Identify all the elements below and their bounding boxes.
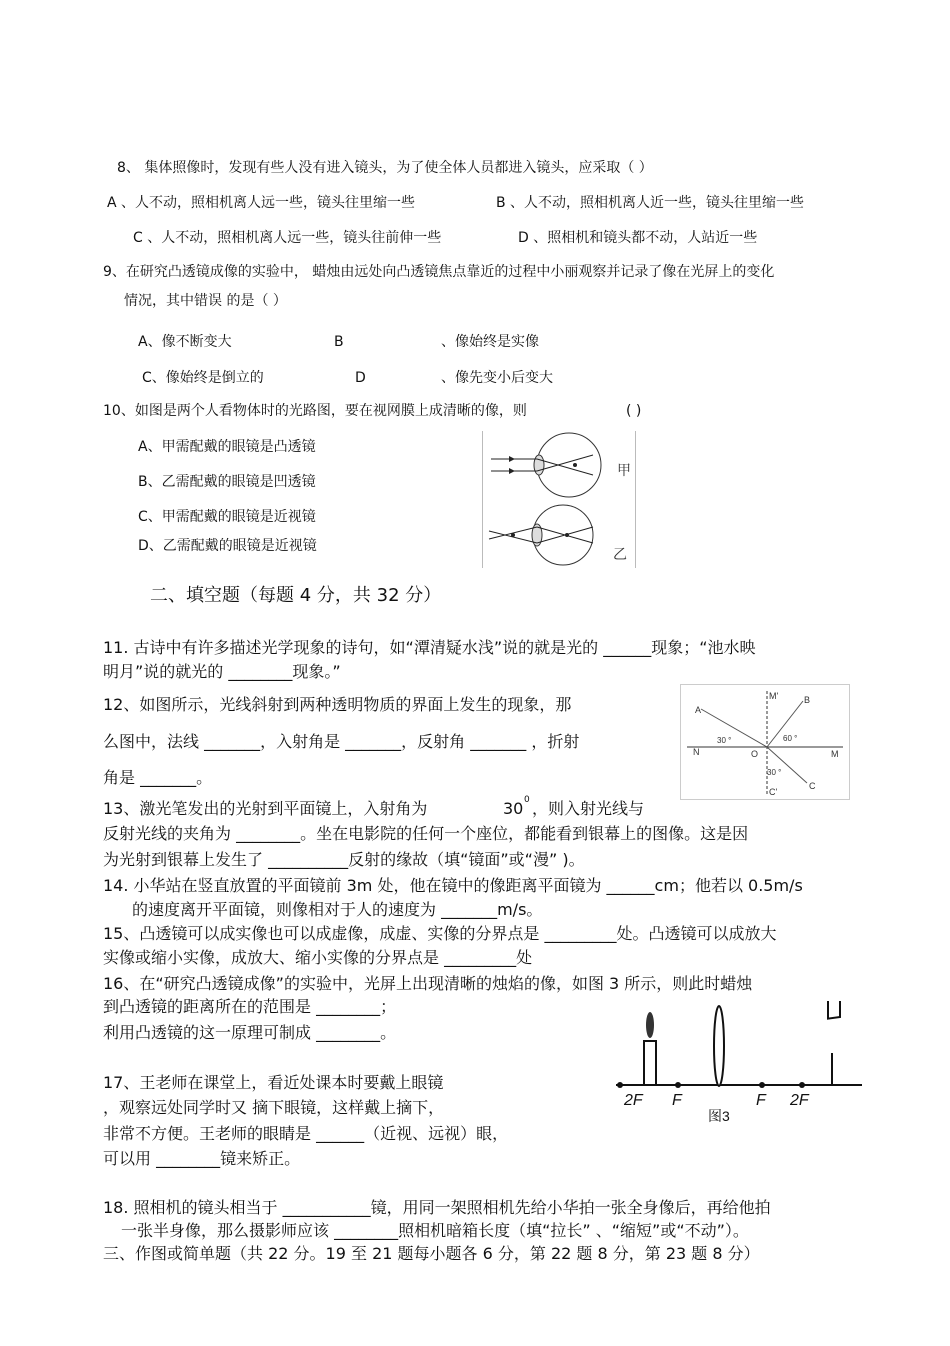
q13-degree-sup: 0 — [524, 795, 530, 805]
q9-option-b-letter: B — [334, 334, 344, 350]
q12-line-2: 么图中，法线 _______，入射角是 _______，反射角 _______ ，折射 — [103, 732, 580, 751]
diagram-angle-2: 60 ° — [783, 734, 798, 743]
q9-option-d-text: 、像先变小后变大 — [441, 370, 553, 386]
bench-label-f-right: F — [756, 1092, 766, 1109]
q15-line-2: 实像或缩小实像，成放大、缩小实像的分界点是 _________处 — [103, 948, 533, 967]
bench-label-f-left: F — [672, 1092, 682, 1109]
diagram-label-n: N — [693, 747, 700, 757]
diagram-label-b: B — [804, 695, 811, 705]
q11-line-2: 明月”说的就光的 ________现象。” — [103, 662, 341, 681]
q17-line-4: 可以用 ________镜来矫正。 — [103, 1149, 301, 1168]
q11-line-1: 11. 古诗中有许多描述光学现象的诗句，如“潭清疑水浅”说的就是光的 ______现象；“池水映 — [103, 638, 756, 657]
eye-label-yi: 乙 — [613, 546, 627, 562]
q10-paren: ( ) — [626, 403, 642, 419]
q16-line-3: 利用凸透镜的这一原理可制成 ________。 — [103, 1023, 397, 1042]
section-3-title: 三、作图或简单题（共 22 分。19 至 21 题每小题各 6 分，第 22 题 8 分，第 23 题 8 分） — [103, 1244, 760, 1263]
q13-line-1a: 13、激光笔发出的光射到平面镜上，入射角为 — [103, 799, 428, 818]
q13-line-1c: ，则入射光线与 — [532, 799, 645, 818]
diagram-label-o: O — [751, 749, 759, 759]
q14-line-1: 14. 小华站在竖直放置的平面镜前 3m 处，他在镜中的像距离平面镜为 ______cm；他若以 0.5m/s — [103, 876, 803, 895]
q17-line-1: 17、王老师在课堂上，看近处课本时要戴上眼镜 — [103, 1073, 444, 1092]
q16-line-1: 16、在“研究凸透镜成像”的实验中，光屏上出现清晰的烛焰的像，如图 3 所示，则此时蜡烛 — [103, 974, 753, 993]
q10-option-a: A、甲需配戴的眼镜是凸透镜 — [138, 439, 316, 455]
q9-option-d-letter: D — [355, 370, 366, 386]
bench-label-2f-right: 2F — [790, 1092, 809, 1109]
q14-line-2: 的速度离开平面镜，则像相对于人的速度为 _______m/s。 — [132, 900, 543, 919]
q10-option-b: B、乙需配戴的眼镜是凹透镜 — [138, 474, 316, 490]
q17-line-3: 非常不方便。王老师的眼睛是 ______（近视、远视）眼， — [103, 1124, 509, 1143]
diagram-angle-3: 30 ° — [767, 768, 782, 777]
refraction-diagram — [680, 684, 850, 800]
q15-line-1: 15、凸透镜可以成实像也可以成虚像，成虚、实像的分界点是 _________处。凸透镜可以成放大 — [103, 924, 777, 943]
q8-option-d: D 、照相机和镜头都不动，人站近一些 — [518, 230, 758, 246]
q8-option-a: A 、人不动，照相机离人远一些，镜头往里缩一些 — [107, 195, 416, 211]
q9-option-a: A、像不断变大 — [138, 334, 232, 350]
eye-label-jia: 甲 — [617, 462, 631, 478]
q9-option-b-text: 、像始终是实像 — [441, 334, 539, 350]
q9-option-c: C、像始终是倒立的 — [142, 370, 264, 386]
q10-option-c: C、甲需配戴的眼镜是近视镜 — [138, 509, 316, 525]
q18-line-2: 一张半身像，那么摄影师应该 ________照相机暗箱长度（填“拉长” 、“缩短”或“不动”）。 — [121, 1221, 749, 1240]
diagram-label-c-prime: C' — [769, 787, 778, 797]
diagram-label-m-prime: M' — [769, 691, 779, 701]
q17-line-2: ，观察远处同学时又 摘下眼镜，这样戴上摘下， — [103, 1098, 445, 1117]
section-2-title: 二、填空题（每题 4 分，共 32 分） — [150, 585, 442, 606]
q8-option-c: C 、人不动，照相机离人远一些，镜头往前伸一些 — [133, 230, 442, 246]
figure-3-caption: 图3 — [708, 1108, 730, 1124]
diagram-label-c: C — [809, 781, 816, 791]
q12-line-1: 12、如图所示，光线斜射到两种透明物质的界面上发生的现象，那 — [103, 695, 572, 714]
diagram-label-m: M — [831, 749, 839, 759]
q13-line-2: 反射光线的夹角为 ________。坐在电影院的任何一个座位，都能看到银幕上的图像。这是因 — [103, 824, 749, 843]
q16-line-2: 到凸透镜的距离所在的范围是 ________； — [103, 997, 397, 1016]
q9-stem: 9、在研究凸透镜成像的实验中， 蜡烛由远处向凸透镜焦点靠近的过程中小丽观察并记录了像在光屏上的变化 — [103, 264, 775, 280]
q13-angle-value: 30 — [503, 799, 524, 818]
q8-option-b: B 、人不动，照相机离人近一些，镜头往里缩一些 — [496, 195, 805, 211]
eye-diagram — [482, 431, 636, 568]
diagram-label-a: A — [695, 705, 702, 715]
q12-line-3: 角是 _______。 — [103, 768, 213, 787]
q13-line-3: 为光射到银幕上发生了 __________反射的缘故（填“镜面”或“漫” )。 — [103, 850, 585, 869]
q18-line-1: 18. 照相机的镜头相当于 ___________镜，用同一架照相机先给小华拍一张全身像后，再给他拍 — [103, 1198, 771, 1217]
q9-stem-2: 情况，其中错误 的是（ ） — [124, 293, 287, 309]
bench-label-2f-left: 2F — [624, 1092, 643, 1109]
optical-bench-figure — [612, 1001, 872, 1127]
q8-stem: 8、 集体照像时，发现有些人没有进入镜头，为了使全体人员都进入镜头，应采取（ ） — [117, 160, 653, 176]
q10-stem: 10、如图是两个人看物体时的光路图，要在视网膜上成清晰的像，则 — [103, 403, 527, 419]
q10-option-d: D、乙需配戴的眼镜是近视镜 — [138, 538, 317, 554]
diagram-angle-1: 30 ° — [717, 736, 732, 745]
